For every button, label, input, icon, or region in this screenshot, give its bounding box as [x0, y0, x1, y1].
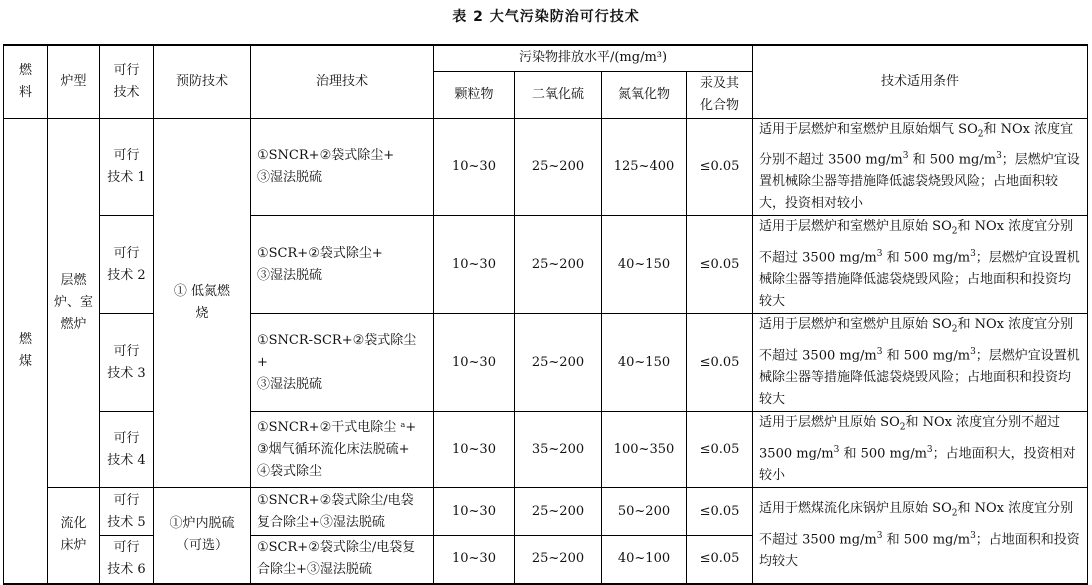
feasible-technology-table — [3, 44, 1088, 585]
conditions-cell: 适用于层燃炉和室燃炉且原始 $SO_2$和 NOx 浓度宜分别不超过 3500 $mg/m^3$ 和 500 $mg/m^3$；层燃炉宜设置机械除尘器等措施降低滤袋烧毁风险；占地面积和投资均较大 — [753, 314, 1088, 412]
pm-cell: 10~30 — [434, 488, 515, 536]
conditions-cell: 适用于层燃炉和室燃炉且原始烟气 $SO_2$和 NOx 浓度宜分别不超过 3500 $mg/m^3$ 和 500 $mg/m^3$；层燃炉宜设置机械除尘器等措施降低滤袋烧毁风险；占地面积较大，投资相对较小 — [753, 118, 1088, 216]
pm-cell: 10~30 — [434, 216, 515, 314]
header-fuel: 燃 料 — [4, 45, 48, 118]
furnace-layered-cell: 层燃 炉、室 燃炉 — [48, 118, 100, 488]
so2-cell: 35~200 — [515, 412, 602, 488]
treatment-cell: ①SNCR+②袋式除尘/电袋 复合除尘+③湿法脱硫 — [251, 488, 434, 536]
tech-cell: 可行 技术 5 — [100, 488, 154, 536]
header-treatment: 治理技术 — [251, 45, 434, 118]
nox-cell: 40~150 — [602, 216, 687, 314]
mercury-cell: ≤0.05 — [687, 314, 753, 412]
header-nox: 氮氧化物 — [602, 71, 687, 118]
header-particulate: 颗粒物 — [434, 71, 515, 118]
treatment-cell: ①SNCR+②袋式除尘+ ③湿法脱硫 — [251, 118, 434, 216]
mercury-cell: ≤0.05 — [687, 216, 753, 314]
so2-cell: 25~200 — [515, 118, 602, 216]
header-furnace: 炉型 — [48, 45, 100, 118]
tech-cell: 可行 技术 4 — [100, 412, 154, 488]
conditions-cell: 适用于燃煤流化床锅炉且原始 $SO_2$和 NOx 浓度宜分别不超过 3500 $mg/m^3$ 和 500 $mg/m^3$；占地面积和投资均较大 — [753, 488, 1088, 584]
table-title: 表 2 大气污染防治可行技术 — [452, 9, 640, 25]
so2-cell: 25~200 — [515, 314, 602, 412]
header-prevention: 预防技术 — [154, 45, 251, 118]
mercury-cell: ≤0.05 — [687, 488, 753, 536]
treatment-cell: ①SCR+②袋式除尘+ ③湿法脱硫 — [251, 216, 434, 314]
header-feasible: 可行 技术 — [100, 45, 154, 118]
treatment-cell: ①SCR+②袋式除尘/电袋复 合除尘+③湿法脱硫 — [251, 536, 434, 584]
conditions-cell: 适用于层燃炉且原始 $SO_2$和 NOx 浓度宜分别不超过 3500 $mg/m^3$ 和 500 $mg/m^3$；占地面积大，投资相对较小 — [753, 412, 1088, 488]
tech-cell: 可行 技术 1 — [100, 118, 154, 216]
nox-cell: 125~400 — [602, 118, 687, 216]
treatment-cell: ①SNCR+②干式电除尘 ᵃ+ ③烟气循环流化床法脱硫+ ④袋式除尘 — [251, 412, 434, 488]
prevention-low-nox-cell: ① 低氮燃 烧 — [154, 118, 251, 488]
conditions-cell: 适用于层燃炉和室燃炉且原始 $SO_2$和 NOx 浓度宜分别不超过 3500 $mg/m^3$ 和 500 $mg/m^3$；层燃炉宜设置机械除尘器等措施降低滤袋烧毁风险；占地面积和投资均较大 — [753, 216, 1088, 314]
nox-cell: 100~350 — [602, 412, 687, 488]
treatment-cell: ①SNCR-SCR+②袋式除尘+ ③湿法脱硫 — [251, 314, 434, 412]
mercury-cell: ≤0.05 — [687, 412, 753, 488]
tech-cell: 可行 技术 2 — [100, 216, 154, 314]
header-emission-level: 污染物排放水平/(mg/m³) — [434, 45, 753, 71]
nox-cell: 50~200 — [602, 488, 687, 536]
header-so2: 二氧化硫 — [515, 71, 602, 118]
mercury-cell: ≤0.05 — [687, 536, 753, 584]
tech-cell: 可行 技术 6 — [100, 536, 154, 584]
tech-cell: 可行 技术 3 — [100, 314, 154, 412]
pm-cell: 10~30 — [434, 118, 515, 216]
nox-cell: 40~100 — [602, 536, 687, 584]
so2-cell: 25~200 — [515, 216, 602, 314]
fuel-coal-cell: 燃 煤 — [4, 118, 48, 584]
header-mercury: 汞及其 化合物 — [687, 71, 753, 118]
pm-cell: 10~30 — [434, 536, 515, 584]
furnace-fluidized-cell: 流化 床炉 — [48, 488, 100, 584]
pm-cell: 10~30 — [434, 412, 515, 488]
header-conditions: 技术适用条件 — [753, 45, 1088, 118]
pm-cell: 10~30 — [434, 314, 515, 412]
so2-cell: 25~200 — [515, 488, 602, 536]
table-row — [4, 118, 1088, 216]
table-row — [4, 488, 1088, 536]
so2-cell: 25~200 — [515, 536, 602, 584]
prevention-in-furnace-cell: ①炉内脱硫 （可选） — [154, 488, 251, 584]
nox-cell: 40~150 — [602, 314, 687, 412]
mercury-cell: ≤0.05 — [687, 118, 753, 216]
